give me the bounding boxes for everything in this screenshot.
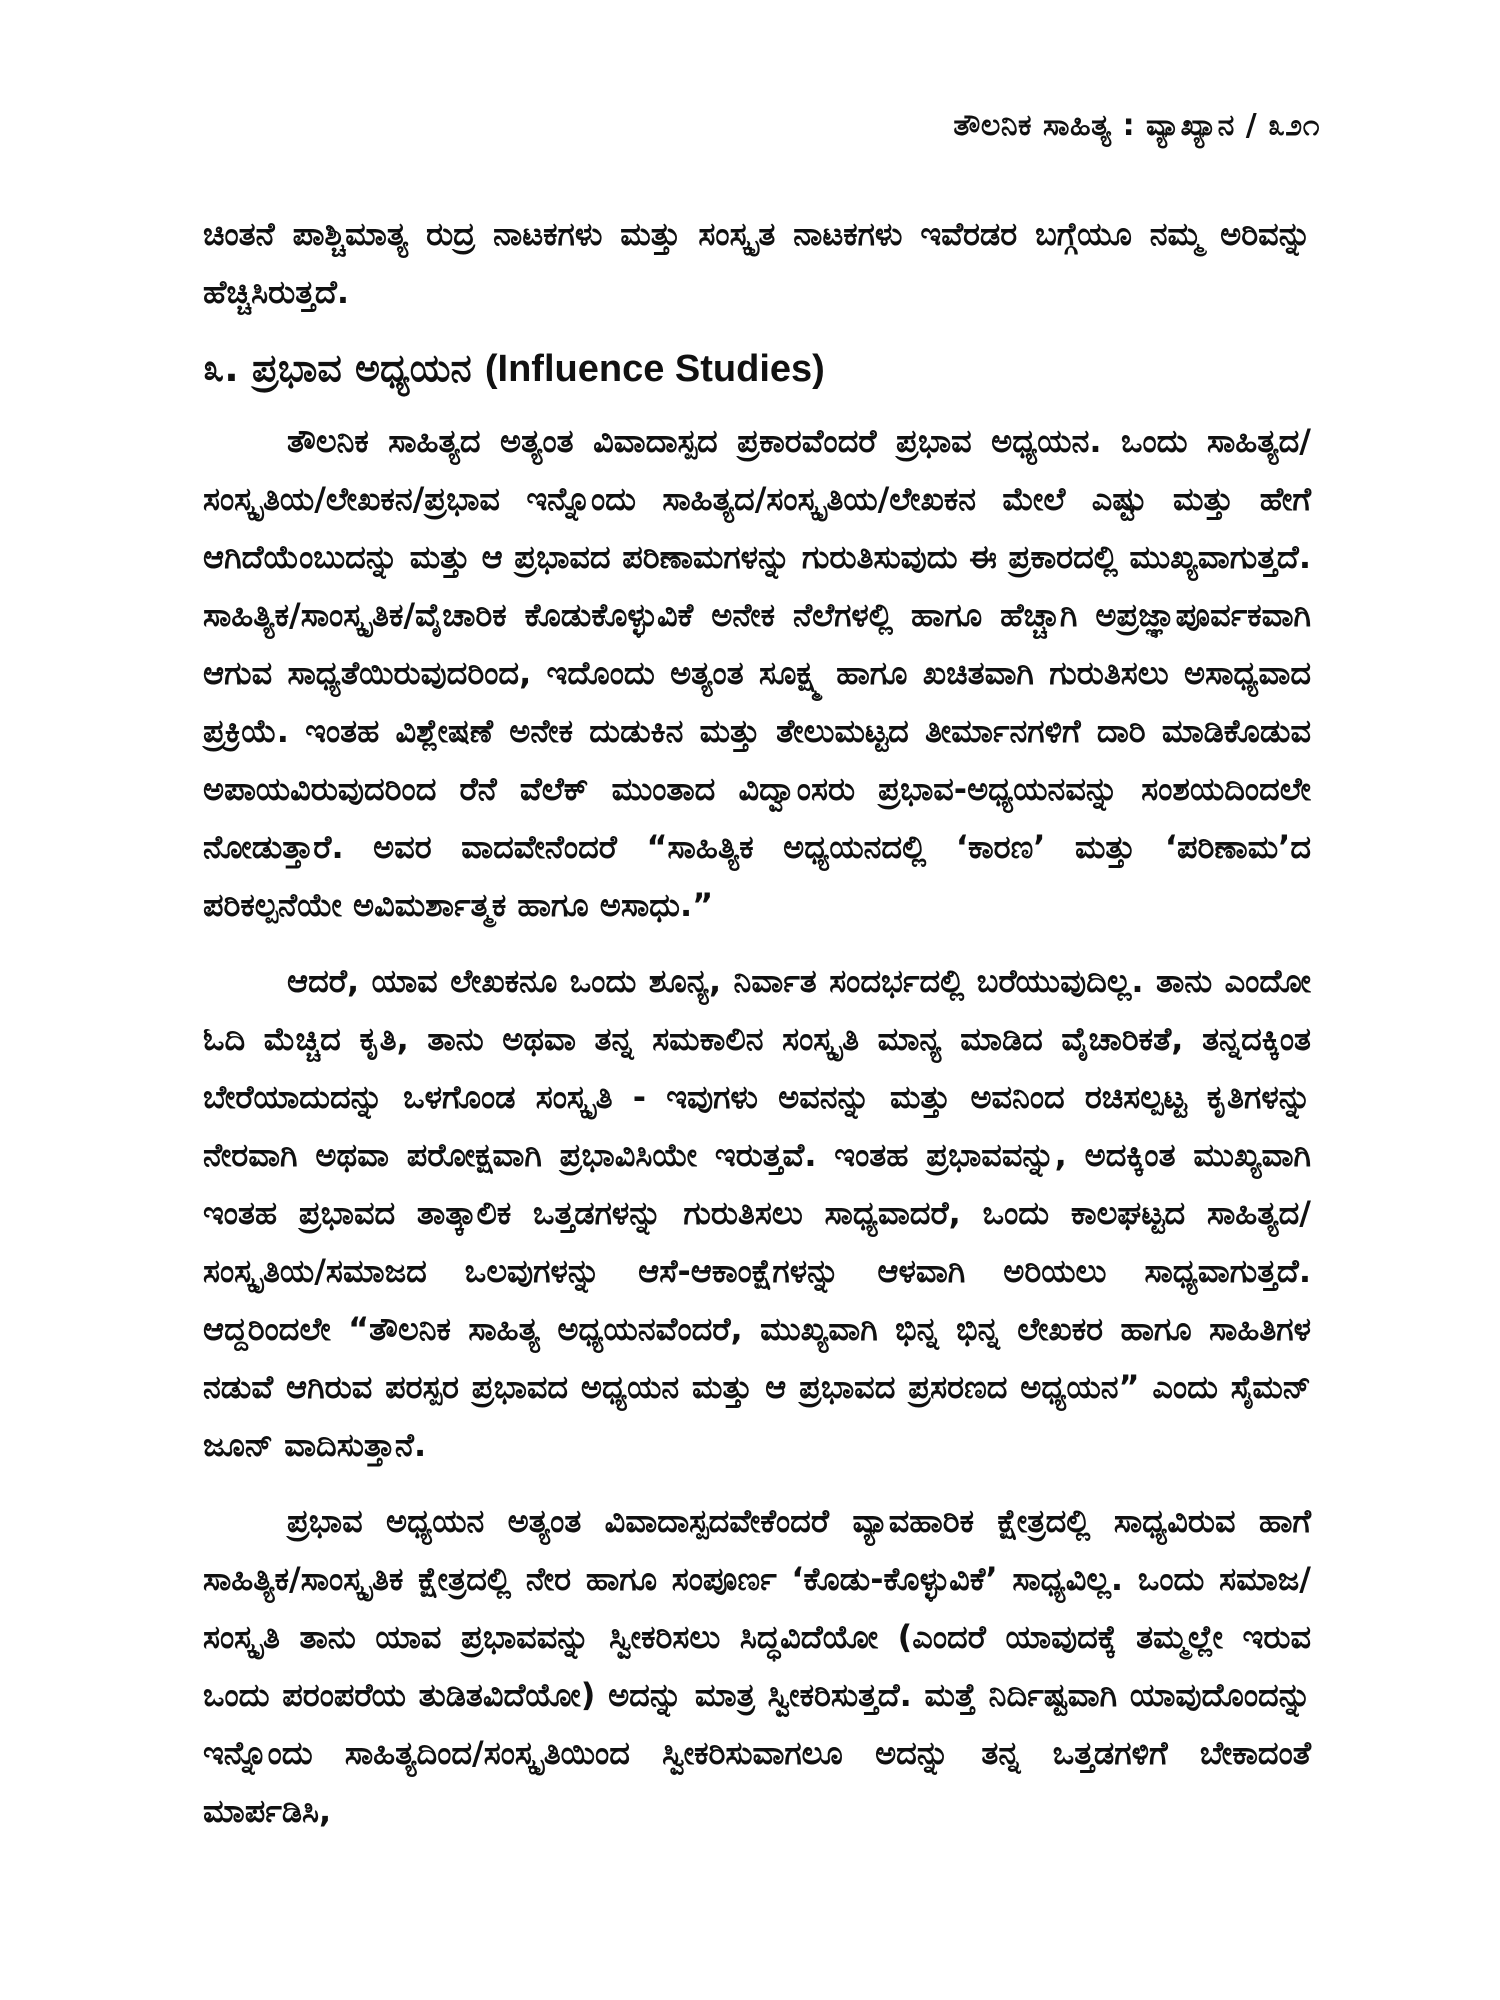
paragraph-influence-definition: ತೌಲನಿಕ ಸಾಹಿತ್ಯದ ಅತ್ಯಂತ ವಿವಾದಾಸ್ಪದ ಪ್ರಕಾರವೆಂದರೆ ಪ್ರಭಾವ ಅಧ್ಯಯನ. ಒಂದು ಸಾಹಿತ್ಯದ/ಸಂಸ್ಕೃತಿಯ/ಲೇಖಕನ/ಪ್ರಭಾವ ಇನ್ನೊಂದು ಸಾಹಿತ್ಯದ/ಸಂಸ್ಕೃತಿಯ/ಲೇಖಕನ ಮೇಲೆ ಎಷ್ಟು ಮತ್ತು ಹೇಗೆ ಆಗಿದೆಯೆಂಬುದನ್ನು ಮತ್ತು ಆ ಪ್ರಭಾವದ ಪರಿಣಾಮಗಳನ್ನು ಗುರುತಿಸುವುದು ಈ ಪ್ರಕಾರದಲ್ಲಿ ಮುಖ್ಯವಾಗುತ್ತದೆ. ಸಾಹಿತ್ಯಿಕ/ಸಾಂಸ್ಕೃತಿಕ/ವೈಚಾರಿಕ ಕೊಡುಕೊಳ್ಳುವಿಕೆ ಅನೇಕ ನೆಲೆಗಳಲ್ಲಿ ಹಾಗೂ ಹೆಚ್ಚಾಗಿ ಅಪ್ರಜ್ಞಾಪೂರ್ವಕವಾಗಿ ಆಗುವ ಸಾಧ್ಯತೆಯಿರುವುದರಿಂದ, ಇದೊಂದು ಅತ್ಯಂತ ಸೂಕ್ಷ್ಮ ಹಾಗೂ ಖಚಿತವಾಗಿ ಗುರುತಿಸಲು ಅಸಾಧ್ಯವಾದ ಪ್ರಕ್ರಿಯೆ. ಇಂತಹ ವಿಶ್ಲೇಷಣೆ ಅನೇಕ ದುಡುಕಿನ ಮತ್ತು ತೇಲುಮಟ್ಟದ ತೀರ್ಮಾನಗಳಿಗೆ ದಾರಿ ಮಾಡಿಕೊಡುವ ಅಪಾಯವಿರುವುದರಿಂದ ರೆನೆ ವೆಲೆಕ್ ಮುಂತಾದ ವಿದ್ವಾಂಸರು ಪ್ರಭಾವ-ಅಧ್ಯಯನವನ್ನು ಸಂಶಯದಿಂದಲೇ ನೋಡುತ್ತಾರೆ. ಅವರ ವಾದವೇನೆಂದರೆ “ಸಾಹಿತ್ಯಿಕ ಅಧ್ಯಯನದಲ್ಲಿ ‘ಕಾರಣ’ ಮತ್ತು ‘ಪರಿಣಾಮ’ದ ಪರಿಕಲ್ಪನೆಯೇ ಅವಿಮರ್ಶಾತ್ಮಕ ಹಾಗೂ ಅಸಾಧು.” [203,422,1311,924]
paragraph-continued: ಚಿಂತನೆ ಪಾಶ್ಚಿಮಾತ್ಯ ರುದ್ರ ನಾಟಕಗಳು ಮತ್ತು ಸಂಸ್ಕೃತ ನಾಟಕಗಳು ಇವೆರಡರ ಬಗ್ಗೆಯೂ ನಮ್ಮ ಅರಿವನ್ನು ಹೆಚ್ಚಿಸಿರುತ್ತದೆ. [203,215,1311,311]
paragraph-controversy: ಪ್ರಭಾವ ಅಧ್ಯಯನ ಅತ್ಯಂತ ವಿವಾದಾಸ್ಪದವೇಕೆಂದರೆ ವ್ಯಾವಹಾರಿಕ ಕ್ಷೇತ್ರದಲ್ಲಿ ಸಾಧ್ಯವಿರುವ ಹಾಗೆ ಸಾಹಿತ್ಯಿಕ/ಸಾಂಸ್ಕೃತಿಕ ಕ್ಷೇತ್ರದಲ್ಲಿ ನೇರ ಹಾಗೂ ಸಂಪೂರ್ಣ ‘ಕೊಡು-ಕೊಳ್ಳುವಿಕೆ’ ಸಾಧ್ಯವಿಲ್ಲ. ಒಂದು ಸಮಾಜ/ಸಂಸ್ಕೃತಿ ತಾನು ಯಾವ ಪ್ರಭಾವವನ್ನು ಸ್ವೀಕರಿಸಲು ಸಿದ್ಧವಿದೆಯೋ (ಎಂದರೆ ಯಾವುದಕ್ಕೆ ತಮ್ಮಲ್ಲೇ ಇರುವ ಒಂದು ಪರಂಪರೆಯ ತುಡಿತವಿದೆಯೋ) ಅದನ್ನು ಮಾತ್ರ ಸ್ವೀಕರಿಸುತ್ತದೆ. ಮತ್ತೆ ನಿರ್ದಿಷ್ಟವಾಗಿ ಯಾವುದೊಂದನ್ನು ಇನ್ನೊಂದು ಸಾಹಿತ್ಯದಿಂದ/ಸಂಸ್ಕೃತಿಯಿಂದ ಸ್ವೀಕರಿಸುವಾಗಲೂ ಅದನ್ನು ತನ್ನ ಒತ್ತಡಗಳಿಗೆ ಬೇಕಾದಂತೆ ಮಾರ್ಪಡಿಸಿ, [203,1502,1311,1830]
section-heading-english: (Influence Studies) [484,348,825,390]
running-header: ತೌಲನಿಕ ಸಾಹಿತ್ಯ : ವ್ಯಾಖ್ಯಾನ / ೩೨೧ [953,108,1320,143]
paragraph-writer-context: ಆದರೆ, ಯಾವ ಲೇಖಕನೂ ಒಂದು ಶೂನ್ಯ, ನಿರ್ವಾತ ಸಂದರ್ಭದಲ್ಲಿ ಬರೆಯುವುದಿಲ್ಲ. ತಾನು ಎಂದೋ ಓದಿ ಮೆಚ್ಚಿದ ಕೃತಿ, ತಾನು ಅಥವಾ ತನ್ನ ಸಮಕಾಲಿನ ಸಂಸ್ಕೃತಿ ಮಾನ್ಯ ಮಾಡಿದ ವೈಚಾರಿಕತೆ, ತನ್ನದಕ್ಕಿಂತ ಬೇರೆಯಾದುದನ್ನು ಒಳಗೊಂಡ ಸಂಸ್ಕೃತಿ - ಇವುಗಳು ಅವನನ್ನು ಮತ್ತು ಅವನಿಂದ ರಚಿಸಲ್ಪಟ್ಟ ಕೃತಿಗಳನ್ನು ನೇರವಾಗಿ ಅಥವಾ ಪರೋಕ್ಷವಾಗಿ ಪ್ರಭಾವಿಸಿಯೇ ಇರುತ್ತವೆ. ಇಂತಹ ಪ್ರಭಾವವನ್ನು, ಅದಕ್ಕಿಂತ ಮುಖ್ಯವಾಗಿ ಇಂತಹ ಪ್ರಭಾವದ ತಾತ್ಕಾಲಿಕ ಒತ್ತಡಗಳನ್ನು ಗುರುತಿಸಲು ಸಾಧ್ಯವಾದರೆ, ಒಂದು ಕಾಲಘಟ್ಟದ ಸಾಹಿತ್ಯದ/ಸಂಸ್ಕೃತಿಯ/ಸಮಾಜದ ಒಲವುಗಳನ್ನು ಆಸೆ-ಆಕಾಂಕ್ಷೆಗಳನ್ನು ಆಳವಾಗಿ ಅರಿಯಲು ಸಾಧ್ಯವಾಗುತ್ತದೆ. ಆದ್ದರಿಂದಲೇ “ತೌಲನಿಕ ಸಾಹಿತ್ಯ ಅಧ್ಯಯನವೆಂದರೆ, ಮುಖ್ಯವಾಗಿ ಭಿನ್ನ ಭಿನ್ನ ಲೇಖಕರ ಹಾಗೂ ಸಾಹಿತಿಗಳ ನಡುವೆ ಆಗಿರುವ ಪರಸ್ಪರ ಪ್ರಭಾವದ ಅಧ್ಯಯನ ಮತ್ತು ಆ ಪ್ರಭಾವದ ಪ್ರಸರಣದ ಅಧ್ಯಯನ” ಎಂದು ಸೈಮನ್ ಜೂನ್ ವಾದಿಸುತ್ತಾನೆ. [203,962,1311,1464]
section-heading [203,339,1311,398]
page-body [203,205,1311,1840]
section-heading-kannada: ೩. ಪ್ರಭಾವ ಅಧ್ಯಯನ [203,346,472,390]
